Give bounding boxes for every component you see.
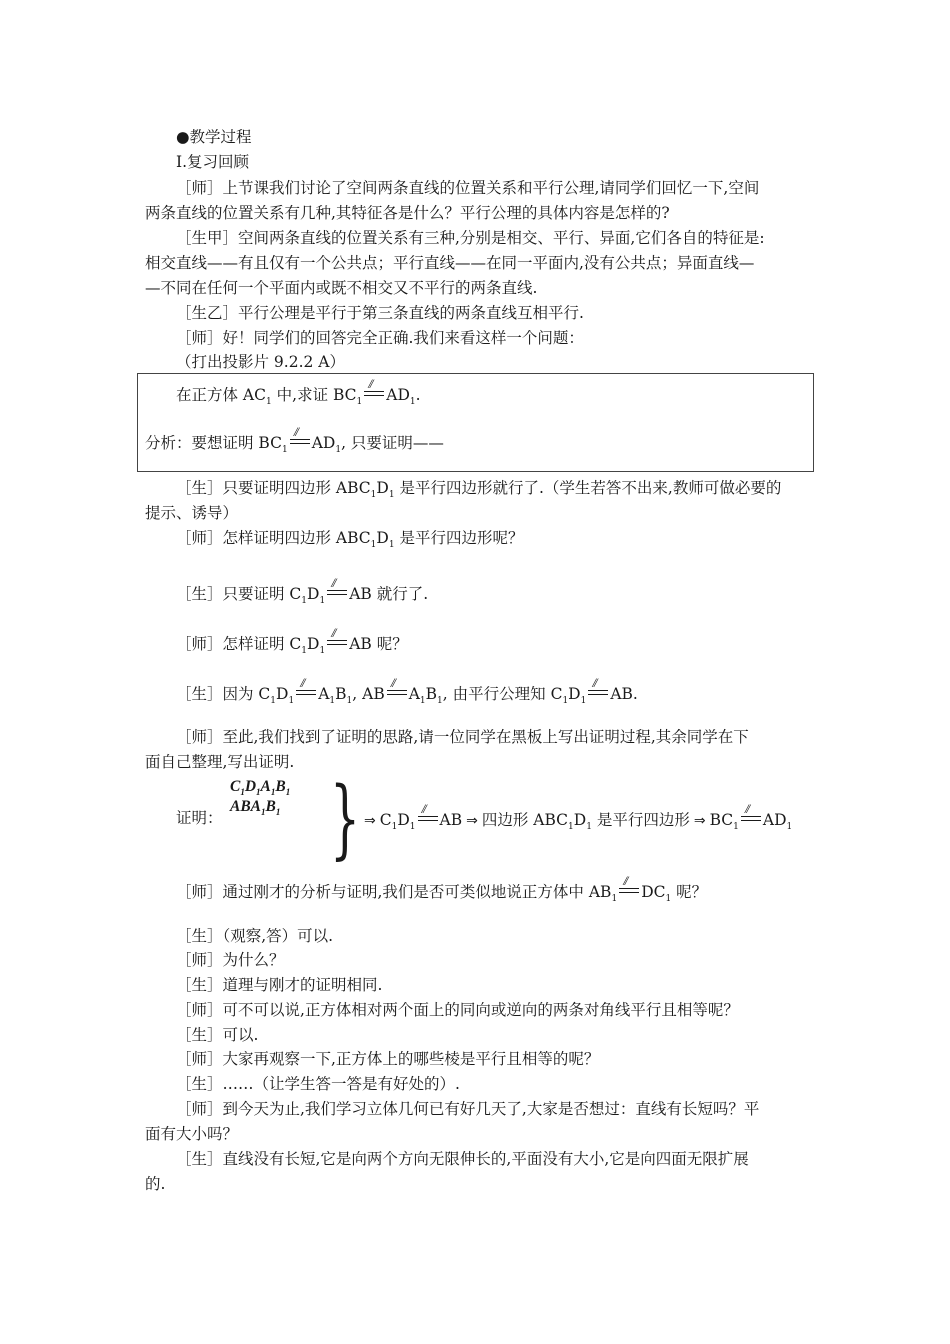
paragraph-line: ［师］至此,我们找到了证明的思路,请一位同学在黑板上写出证明过程,其余同学在下	[176, 728, 749, 746]
parallel-equal-symbol: //	[326, 582, 348, 602]
parallel-equal-symbol: //	[740, 808, 762, 828]
paragraph-line: ［生］因为 $C_1D_1$ // $A_1B_1$, AB // $A_1B_1$, 由平行公理知 $C_1D_1$ // AB.	[176, 675, 638, 707]
paragraph-line: ［师］上节课我们讨论了空间两条直线的位置关系和平行公理,请同学们回忆一下,空间	[176, 179, 760, 197]
paragraph-line: （打出投影片 9.2.2 A）	[176, 353, 345, 371]
paragraph-line: ［师］怎样证明四边形 $ABC_1D_1$ 是平行四边形呢？	[176, 529, 524, 551]
paragraph-line: 面有大小吗？	[145, 1125, 239, 1143]
proof-premise-1: $C_1D_1A_1B_1$	[230, 778, 291, 798]
proof-label: 证明：	[176, 809, 223, 827]
implies-icon: ⇒	[693, 813, 706, 829]
parallel-equal-symbol: //	[289, 431, 311, 451]
paragraph-line: ［生］（观察,答）可以.	[176, 927, 334, 945]
parallel-equal-symbol: //	[295, 682, 317, 702]
paragraph-line: ［师］怎样证明 $C_1D_1$ // AB 呢？	[176, 625, 408, 657]
paragraph-line: ［生］直线没有长短,它是向两个方向无限伸长的,平面没有大小,它是向四面无限扩展	[176, 1150, 749, 1168]
parallel-equal-symbol: //	[417, 808, 439, 828]
parallel-equal-symbol: //	[363, 383, 385, 403]
paragraph-line: ［生］道理与刚才的证明相同.	[176, 976, 383, 994]
paragraph-line: ［师］到今天为止,我们学习立体几何已有好几天了,大家是否想过：直线有长短吗？平	[176, 1100, 760, 1118]
paragraph-line: 提示、诱导）	[145, 504, 239, 522]
parallel-equal-symbol: //	[326, 632, 348, 652]
paragraph-line: ［生］只要证明四边形 $ABC_1D_1$ 是平行四边形就行了.（学生若答不出来,教师可做必要的	[176, 479, 782, 501]
paragraph-line: —不同在任何一个平面内或既不相交又不平行的两条直线.	[145, 279, 538, 297]
paragraph-line: ［生］只要证明 $C_1D_1$ // AB 就行了.	[176, 575, 429, 607]
parallel-equal-symbol: //	[587, 682, 609, 702]
paragraph-line: ［师］大家再观察一下,正方体上的哪些棱是平行且相等的呢？	[176, 1050, 600, 1068]
implies-icon: ⇒	[364, 813, 376, 829]
proof-conclusion: ⇒ $C_1D_1$ // AB ⇒ 四边形 $ABC_1D_1$ 是平行四边形 ⇒ $BC_1$ // $AD_1$	[364, 801, 793, 833]
paragraph-line: ［生］可以.	[176, 1026, 259, 1044]
paragraph-line: ［师］可不可以说,正方体相对两个面上的同向或逆向的两条对角线平行且相等呢？	[176, 1001, 739, 1019]
paragraph-line: 面自己整理,写出证明.	[145, 753, 295, 771]
problem-statement: 在正方体 $AC_1$ 中,求证 $BC_1$ // $AD_1$.	[176, 376, 421, 408]
paragraph-line: 的.	[145, 1175, 166, 1193]
parallel-equal-symbol: //	[618, 880, 640, 900]
right-brace-icon: }	[330, 769, 361, 869]
paragraph-line: ［师］通过刚才的分析与证明,我们是否可类似地说正方体中 $AB_1$ // $DC_1$ 呢？	[176, 873, 708, 905]
paragraph-line: ［生乙］平行公理是平行于第三条直线的两条直线互相平行.	[176, 304, 584, 322]
parallel-equal-symbol: //	[386, 682, 408, 702]
paragraph-line: 相交直线——有且仅有一个公共点；平行直线——在同一平面内,没有公共点；异面直线—	[145, 254, 755, 272]
proof-premise-2: $ABA_1B_1$	[230, 798, 281, 818]
paragraph-line: ［师］好！同学们的回答完全正确.我们来看这样一个问题：	[176, 329, 584, 347]
paragraph-line: ［生］……（让学生答一答是有好处的）.	[176, 1075, 460, 1093]
problem-analysis: 分析：要想证明 $BC_1$ // $AD_1$, 只要证明——	[145, 424, 444, 456]
paragraph-line: ［生甲］空间两条直线的位置关系有三种,分别是相交、平行、异面,它们各自的特征是:	[176, 229, 765, 247]
implies-icon: ⇒	[466, 813, 478, 829]
subsection-title: Ⅰ.复习回顾	[176, 153, 250, 171]
section-heading: ●教学过程	[176, 128, 252, 146]
paragraph-line: 两条直线的位置关系有几种,其特征各是什么？平行公理的具体内容是怎样的?	[145, 204, 670, 222]
paragraph-line: ［师］为什么？	[176, 951, 285, 969]
